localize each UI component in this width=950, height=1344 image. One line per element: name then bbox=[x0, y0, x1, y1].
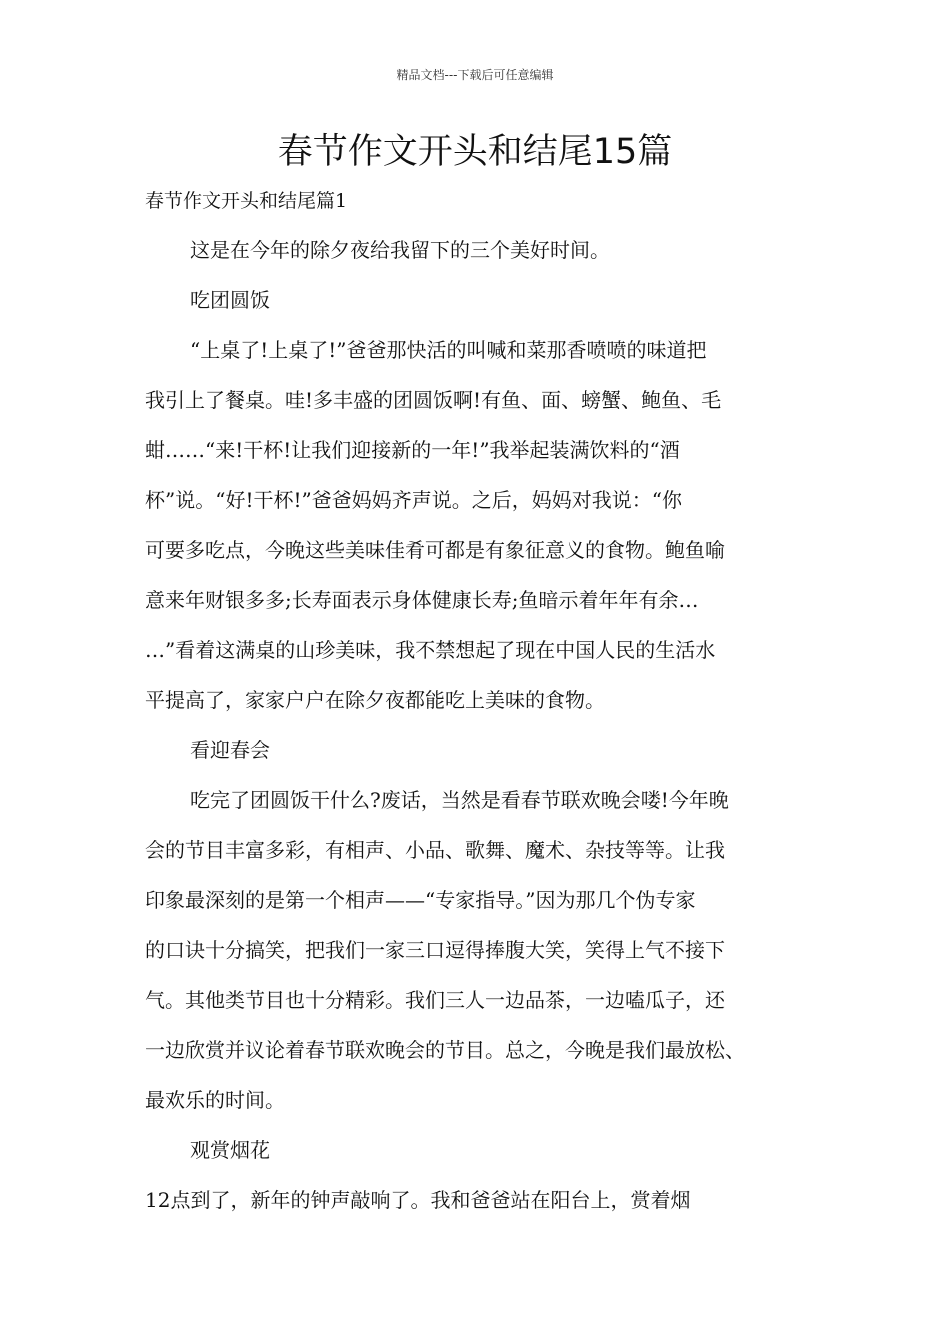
paragraph-line: 最欢乐的时间。 bbox=[145, 1088, 285, 1112]
paragraph-line: …”看着这满桌的山珍美味，我不禁想起了现在中国人民的生活水 bbox=[145, 638, 716, 662]
paragraph-line: 蚶……“来!干杯!让我们迎接新的一年!”我举起装满饮料的“酒 bbox=[145, 438, 680, 462]
paragraph-line: 这是在今年的除夕夜给我留下的三个美好时间。 bbox=[190, 238, 610, 262]
document-body bbox=[145, 228, 813, 1228]
paragraph-line: 意来年财银多多;长寿面表示身体健康长寿;鱼暗示着年年有余… bbox=[145, 588, 699, 612]
paragraph-line: 一边欣赏并议论着春节联欢晚会的节目。总之，今晚是我们最放松、 bbox=[145, 1038, 745, 1062]
document-title: 春节作文开头和结尾15篇 bbox=[277, 132, 673, 172]
paragraph-line: 我引上了餐桌。哇!多丰盛的团圆饭啊!有鱼、面、螃蟹、鲍鱼、毛 bbox=[145, 388, 722, 412]
paragraph-line: 可要多吃点，今晚这些美味佳肴可都是有象征意义的食物。鲍鱼喻 bbox=[145, 538, 725, 562]
paragraph-line: 12点到了，新年的钟声敲响了。我和爸爸站在阳台上，赏着烟 bbox=[145, 1188, 691, 1212]
paragraph-line: 气。其他类节目也十分精彩。我们三人一边品茶，一边嗑瓜子，还 bbox=[145, 988, 725, 1012]
paragraph-line: 杯”说。“好!干杯!”爸爸妈妈齐声说。之后，妈妈对我说：“你 bbox=[145, 488, 682, 512]
paragraph-line: 吃完了团圆饭干什么?废话，当然是看春节联欢晚会喽!今年晚 bbox=[190, 788, 729, 812]
paragraph-line: “上桌了!上桌了!”爸爸那快活的叫喊和菜那香喷喷的味道把 bbox=[190, 338, 707, 362]
paragraph-line: 平提高了，家家户户在除夕夜都能吃上美味的食物。 bbox=[145, 688, 605, 712]
subheading-line: 看迎春会 bbox=[190, 738, 270, 762]
section-heading: 春节作文开头和结尾篇1 bbox=[145, 190, 348, 212]
subheading-line: 吃团圆饭 bbox=[190, 288, 270, 312]
paragraph-line: 会的节目丰富多彩，有相声、小品、歌舞、魔术、杂技等等。让我 bbox=[145, 838, 725, 862]
paragraph-line: 的口诀十分搞笑，把我们一家三口逗得捧腹大笑，笑得上气不接下 bbox=[145, 938, 725, 962]
subheading-line: 观赏烟花 bbox=[190, 1138, 270, 1162]
page-header-note: 精品文档---下载后可任意编辑 bbox=[396, 68, 554, 82]
paragraph-line: 印象最深刻的是第一个相声——“专家指导。”因为那几个伪专家 bbox=[145, 888, 696, 912]
